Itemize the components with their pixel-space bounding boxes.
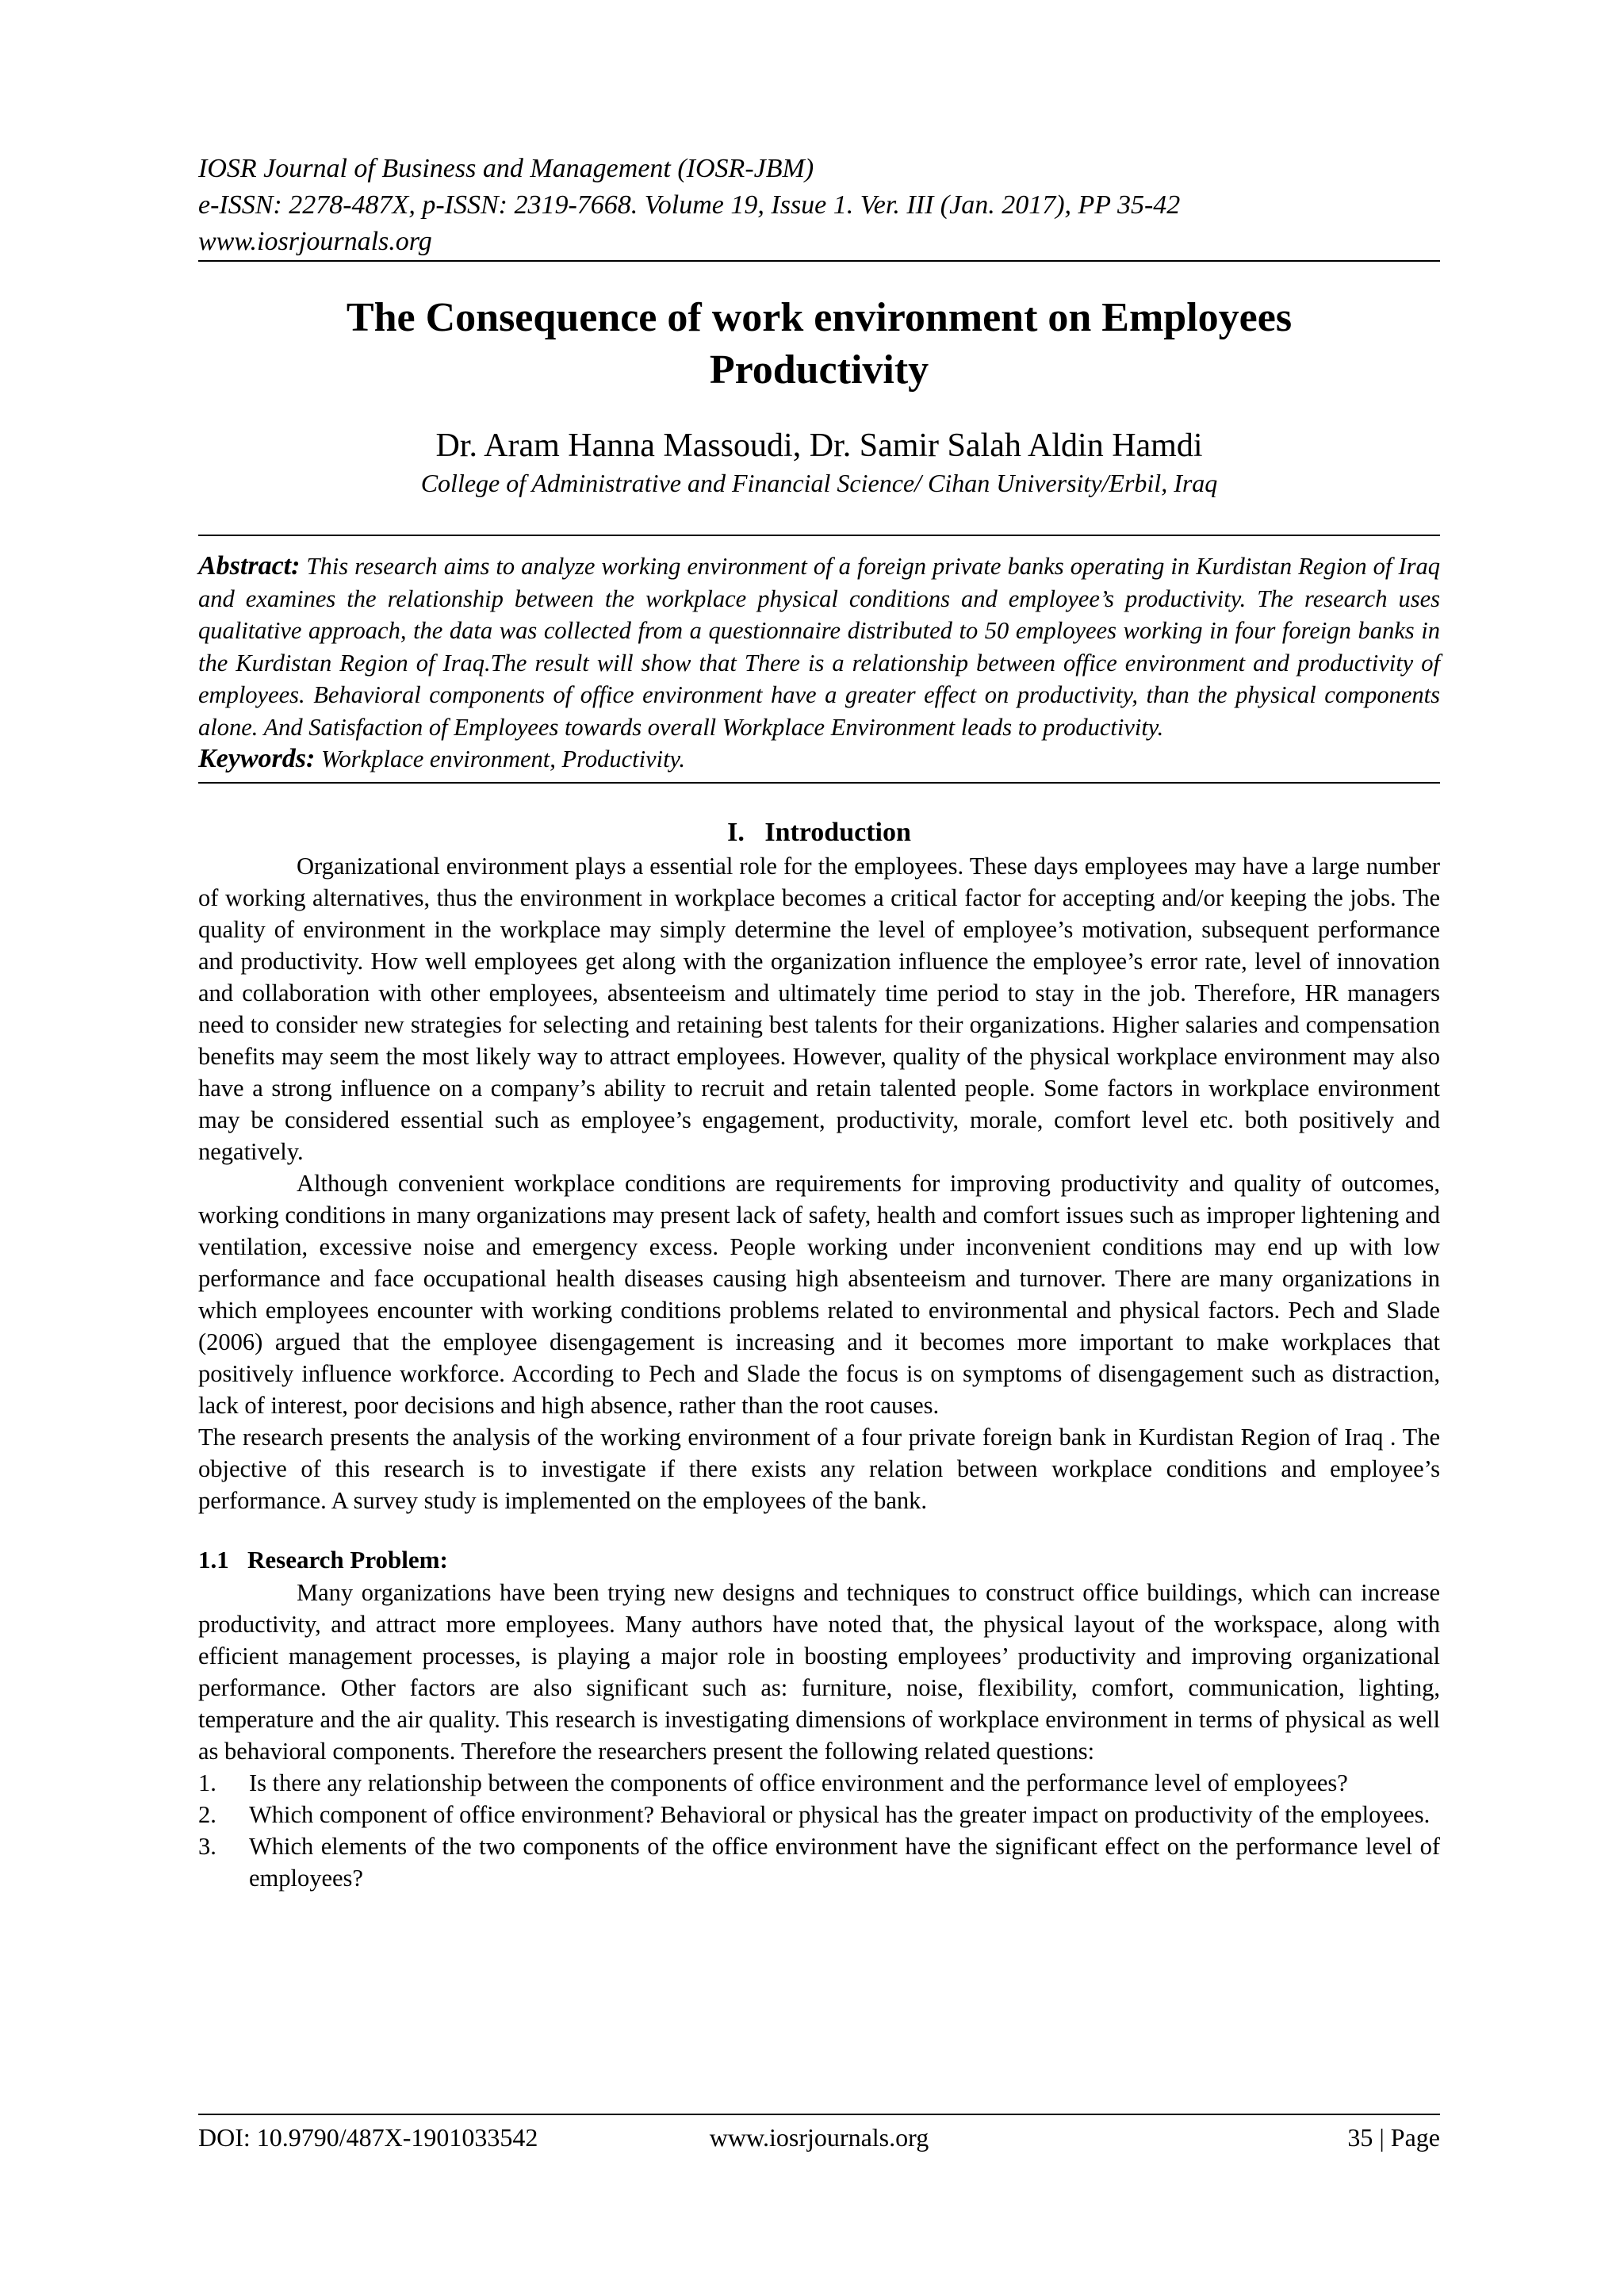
intro-paragraph-3: The research presents the analysis of the working environment of a four private foreign bank in Kurdistan Region of Iraq . The objective of this research is to investigate if there exists any relation between workplace conditions and employee’s performance. A survey study is implemented on the employees of the bank. — [198, 1423, 1440, 1514]
abstract-section — [198, 535, 1440, 784]
list-item — [198, 1799, 1440, 1830]
journal-website: www.iosrjournals.org — [198, 227, 432, 256]
list-item — [198, 1767, 1440, 1799]
introduction-heading: I. Introduction — [727, 817, 911, 847]
intro-paragraph-2: Although convenient workplace conditions are requirements for improving productivity and quality of outcomes, working conditions in many organizations may present lack of safety, health and comfort issues such as improper lightening and ventilation, excessive noise and emergency excess. People working under inconvenient conditions may end up with low performance and face occupational health diseases causing high absenteeism and turnover. There are many organizations in which employees encounter with working conditions problems related to environmental and physical factors. Pech and Slade (2006) argued that the employee disengagement is increasing and it becomes more important to make workplaces that positively influence workforce. According to Pech and Slade the focus is on symptoms of disengagement such as distraction, lack of interest, poor decisions and high absence, rather than the root causes. — [198, 1169, 1440, 1419]
paper-authors: Dr. Aram Hanna Massoudi, Dr. Samir Salah Aldin Hamdi — [435, 427, 1203, 464]
journal-name: IOSR Journal of Business and Management (IOSR-JBM) — [198, 154, 814, 183]
question-number: 2. — [198, 1800, 216, 1828]
footer-doi: DOI: 10.9790/487X-1901033542 — [198, 2123, 538, 2152]
author-affiliation: College of Administrative and Financial Science/ Cihan University/Erbil, Iraq — [420, 469, 1218, 497]
question-text: Which elements of the two components of the office environment have the significant effect on the performance level of employees? — [249, 1832, 1440, 1892]
abstract-label: Abstract: — [198, 551, 301, 581]
header-rule — [198, 260, 1440, 262]
keywords-text: Workplace environment, Productivity. — [315, 746, 686, 772]
abstract-text: This research aims to analyze working environment of a foreign private banks operating in Kurdistan Region of Iraq and examines the relationship between the workplace physical conditions and employee’s productivity. The research uses qualitative approach, the data was collected from a questionnaire distributed to 50 employees working in four foreign banks in the Kurdistan Region of Iraq.The result will show that There is a relationship between office environment and productivity of employees. Behavioral components of office environment have a greater effect on productivity, than the physical components alone. And Satisfaction of Employees towards overall Workplace Environment leads to productivity. — [198, 553, 1440, 741]
intro-paragraph-1: Organizational environment plays a essential role for the employees. These days employees may have a large number of working alternatives, thus the environment in workplace becomes a critical factor for accepting and/or keeping the jobs. The quality of environment in the workplace may simply determine the level of employee’s motivation, subsequent performance and productivity. How well employees get along with the organization influence the employee’s error rate, level of innovation and collaboration with other employees, absenteeism and ultimately time period to stay in the job. Therefore, HR managers need to consider new strategies for selecting and retaining best talents for their organizations. Higher salaries and compensation benefits may seem the most likely way to attract employees. However, quality of the physical workplace environment may also have a strong influence on a company’s ability to recruit and retain talented people. Some factors in workplace environment may be considered essential such as employee’s engagement, productivity, morale, comfort level etc. both positively and negatively. — [198, 852, 1440, 1165]
research-questions-list — [198, 1767, 1440, 1894]
abstract-paragraph — [198, 550, 1440, 743]
footer-page-number: 35 | Page — [1347, 2123, 1440, 2152]
footer-website: www.iosrjournals.org — [709, 2123, 929, 2152]
paper-page — [198, 151, 1440, 1894]
abstract-rule — [198, 782, 1440, 784]
keywords-label: Keywords: — [198, 744, 316, 773]
list-item — [198, 1830, 1440, 1894]
issn-line: e-ISSN: 2278-487X, p-ISSN: 2319-7668. Volume 19, Issue 1. Ver. III (Jan. 2017), PP 35-42 — [198, 190, 1181, 220]
question-text: Is there any relationship between the components of office environment and the performance level of employees? — [249, 1769, 1348, 1796]
question-number: 3. — [198, 1832, 216, 1860]
research-problem-heading: 1.1 Research Problem: — [198, 1545, 448, 1573]
paper-title: The Consequence of work environment on Employees Productivity — [346, 295, 1293, 393]
question-text: Which component of office environment? Behavioral or physical has the greater impact on productivity of the employees. — [249, 1800, 1431, 1828]
research-problem-paragraph: Many organizations have been trying new designs and techniques to construct office buildings, which can increase productivity, and attract more employees. Many authors have noted that, the physical layout of the workspace, along with efficient management processes, is playing a major role in boosting employees’ productivity and improving organizational performance. Other factors are also significant such as: furniture, noise, flexibility, comfort, communication, lighting, temperature and the air quality. This research is investigating dimensions of workplace environment in terms of physical as well as behavioral components. Therefore the researchers present the following related questions: — [198, 1578, 1440, 1765]
keywords-line — [198, 743, 1440, 776]
question-number: 1. — [198, 1769, 216, 1796]
journal-header — [198, 151, 1440, 260]
page-footer — [198, 2114, 1440, 2155]
